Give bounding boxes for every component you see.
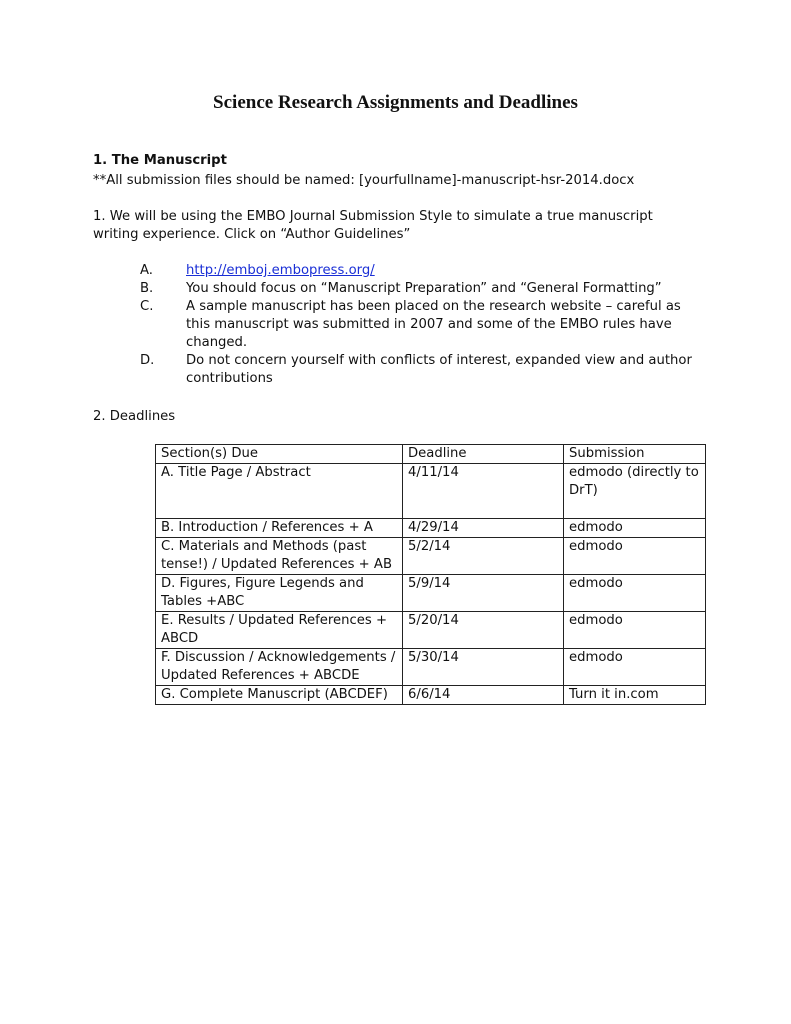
- list-item-text: Do not concern yourself with conflicts of interest, expanded view and author contributions: [186, 353, 692, 386]
- cell-submission: edmodo: [564, 519, 706, 538]
- document-title: Science Research Assignments and Deadlines: [213, 92, 578, 113]
- table-row: [156, 686, 706, 705]
- cell-deadline: 4/29/14: [403, 519, 564, 538]
- naming-note: **All submission files should be named: [yourfullname]-manuscript-hsr-2014.docx: [93, 173, 635, 188]
- header-cell-section: Section(s) Due: [156, 445, 403, 464]
- cell-section: E. Results / Updated References + ABCD: [156, 612, 403, 649]
- cell-section: G. Complete Manuscript (ABCDEF): [156, 686, 403, 705]
- cell-deadline: 5/20/14: [403, 612, 564, 649]
- embo-journal-link[interactable]: http://emboj.embopress.org/: [186, 263, 375, 278]
- table-row: [156, 612, 706, 649]
- list-item: [93, 352, 703, 388]
- cell-deadline: 5/30/14: [403, 649, 564, 686]
- cell-deadline: 5/9/14: [403, 575, 564, 612]
- list-marker: A.: [140, 263, 153, 278]
- cell-submission: edmodo: [564, 612, 706, 649]
- cell-submission: edmodo: [564, 575, 706, 612]
- cell-section: B. Introduction / References + A: [156, 519, 403, 538]
- section-heading-deadlines: 2. Deadlines: [93, 409, 176, 424]
- cell-submission: edmodo (directly to DrT): [564, 464, 706, 519]
- cell-section: D. Figures, Figure Legends and Tables +ABC: [156, 575, 403, 612]
- cell-section: C. Materials and Methods (past tense!) / Updated References + AB: [156, 538, 403, 575]
- table-row: [156, 575, 706, 612]
- list-marker: D.: [140, 353, 155, 368]
- guideline-list: [93, 262, 703, 388]
- list-item-text: You should focus on “Manuscript Preparation” and “General Formatting”: [186, 281, 662, 296]
- table-row: [156, 519, 706, 538]
- intro-paragraph: 1. We will be using the EMBO Journal Submission Style to simulate a true manuscript writing experience. Click on “Author Guidelines”: [93, 209, 653, 242]
- table-row: [156, 649, 706, 686]
- list-marker: C.: [140, 299, 154, 314]
- list-item: [93, 262, 703, 280]
- section-heading-manuscript: 1. The Manuscript: [93, 153, 227, 168]
- cell-submission: Turn it in.com: [564, 686, 706, 705]
- cell-section: F. Discussion / Acknowledgements / Updated References + ABCDE: [156, 649, 403, 686]
- table-header-row: [156, 445, 706, 464]
- table-row: [156, 464, 706, 519]
- header-cell-deadline: Deadline: [403, 445, 564, 464]
- cell-submission: edmodo: [564, 538, 706, 575]
- list-marker: B.: [140, 281, 154, 296]
- cell-deadline: 6/6/14: [403, 686, 564, 705]
- list-item: [93, 298, 703, 352]
- list-item-text: A sample manuscript has been placed on the research website – careful as this manuscript was submitted in 2007 and some of the EMBO rules have changed.: [186, 299, 681, 350]
- cell-deadline: 4/11/14: [403, 464, 564, 519]
- list-item: [93, 280, 703, 298]
- cell-submission: edmodo: [564, 649, 706, 686]
- deadlines-table: [155, 444, 706, 705]
- cell-section: A. Title Page / Abstract: [156, 464, 403, 519]
- header-cell-submission: Submission: [564, 445, 706, 464]
- table-row: [156, 538, 706, 575]
- cell-deadline: 5/2/14: [403, 538, 564, 575]
